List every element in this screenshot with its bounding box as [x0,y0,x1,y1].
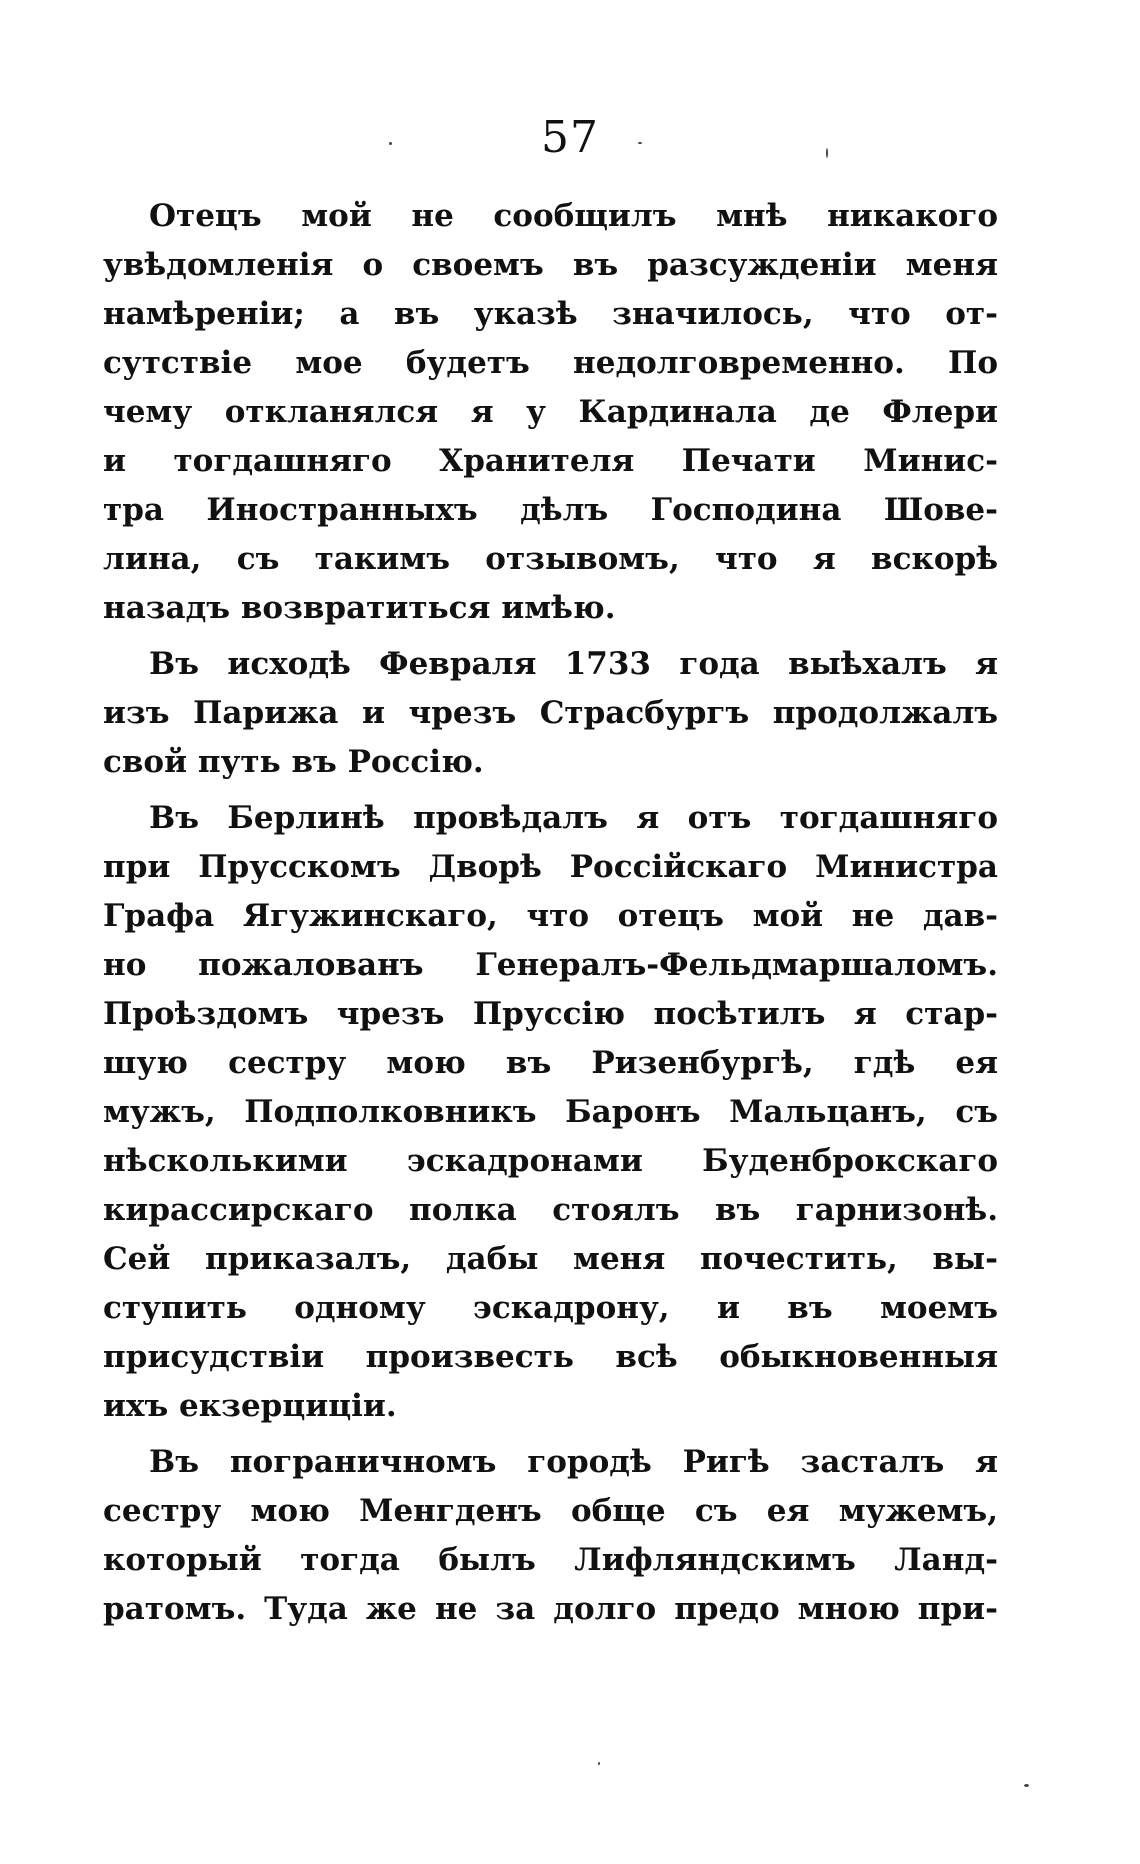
text-line: свой путь въ Россію. [103,744,484,780]
text-line: намѣреніи; а въ указѣ значилось, что от- [103,296,998,332]
text-line: ступить одному эскадрону, и въ моемъ [103,1290,998,1326]
text-line: и тогдашняго Хранителя Печати Минис- [103,443,998,479]
text-line: нѣсколькими эскадронами Буденброкскаго [103,1143,998,1179]
text-line: сутствіе мое будетъ недолговременно. По [103,345,998,381]
scan-speck [1024,1784,1029,1787]
text-line: Графа Ягужинскаго, что отецъ мой не дав- [103,898,998,934]
scan-speck [598,1762,600,1765]
text-line: присудствіи произвесть всѣ обыкновенныя [103,1339,998,1375]
text-line: Сей приказалъ, дабы меня почестить, вы- [103,1241,998,1277]
page-number: 57 [541,112,599,163]
text-line: Проѣздомъ чрезъ Пруссію посѣтилъ я стар- [103,996,998,1032]
text-line: который тогда былъ Лифляндскимъ Ланд- [103,1542,998,1578]
text-line: шую сестру мою въ Ризенбургѣ, гдѣ ея [103,1045,998,1081]
paragraph [103,1438,998,1634]
scan-speck [389,142,392,145]
text-line: сестру мою Менгденъ обще съ ея мужемъ, [103,1493,998,1529]
text-line: тра Иностранныхъ дѣлъ Господина Шове- [103,492,998,528]
paragraph-gap [103,787,998,794]
scan-speck [826,148,828,158]
text-line: Отецъ мой не сообщилъ мнѣ никакого [149,198,998,234]
paragraph [103,192,998,633]
paragraph-gap [103,633,998,640]
text-line: ратомъ. Туда же не за долго предо мною при- [103,1591,998,1627]
text-line: но пожалованъ Генералъ-Фельдмаршаломъ. [103,947,998,983]
text-line: Въ пограничномъ городѣ Ригѣ засталъ я [149,1444,998,1480]
scan-speck [638,142,642,144]
text-line: чему откланялся я у Кардинала де Флери [103,394,998,430]
paragraph [103,640,998,787]
text-line: при Прусскомъ Дворѣ Россійскаго Министра [103,849,998,885]
text-line: ихъ екзерциціи. [103,1388,397,1424]
text-line: изъ Парижа и чрезъ Страсбургъ продолжалъ [103,695,998,731]
paragraph-gap [103,1431,998,1438]
text-line: Въ Берлинѣ провѣдалъ я отъ тогдашняго [149,800,998,836]
text-line: Въ исходѣ Февраля 1733 года выѣхалъ я [149,646,998,682]
text-line: мужъ, Подполковникъ Баронъ Мальцанъ, съ [103,1094,998,1130]
body-text [103,192,998,1634]
text-line: лина, съ такимъ отзывомъ, что я вскорѣ [103,541,998,577]
text-line: увѣдомленія о своемъ въ разсужденіи меня [103,247,998,283]
text-line: назадъ возвратиться имѣю. [103,590,616,626]
paragraph [103,794,998,1431]
text-line: кирассирскаго полка стоялъ въ гарнизонѣ. [103,1192,998,1228]
